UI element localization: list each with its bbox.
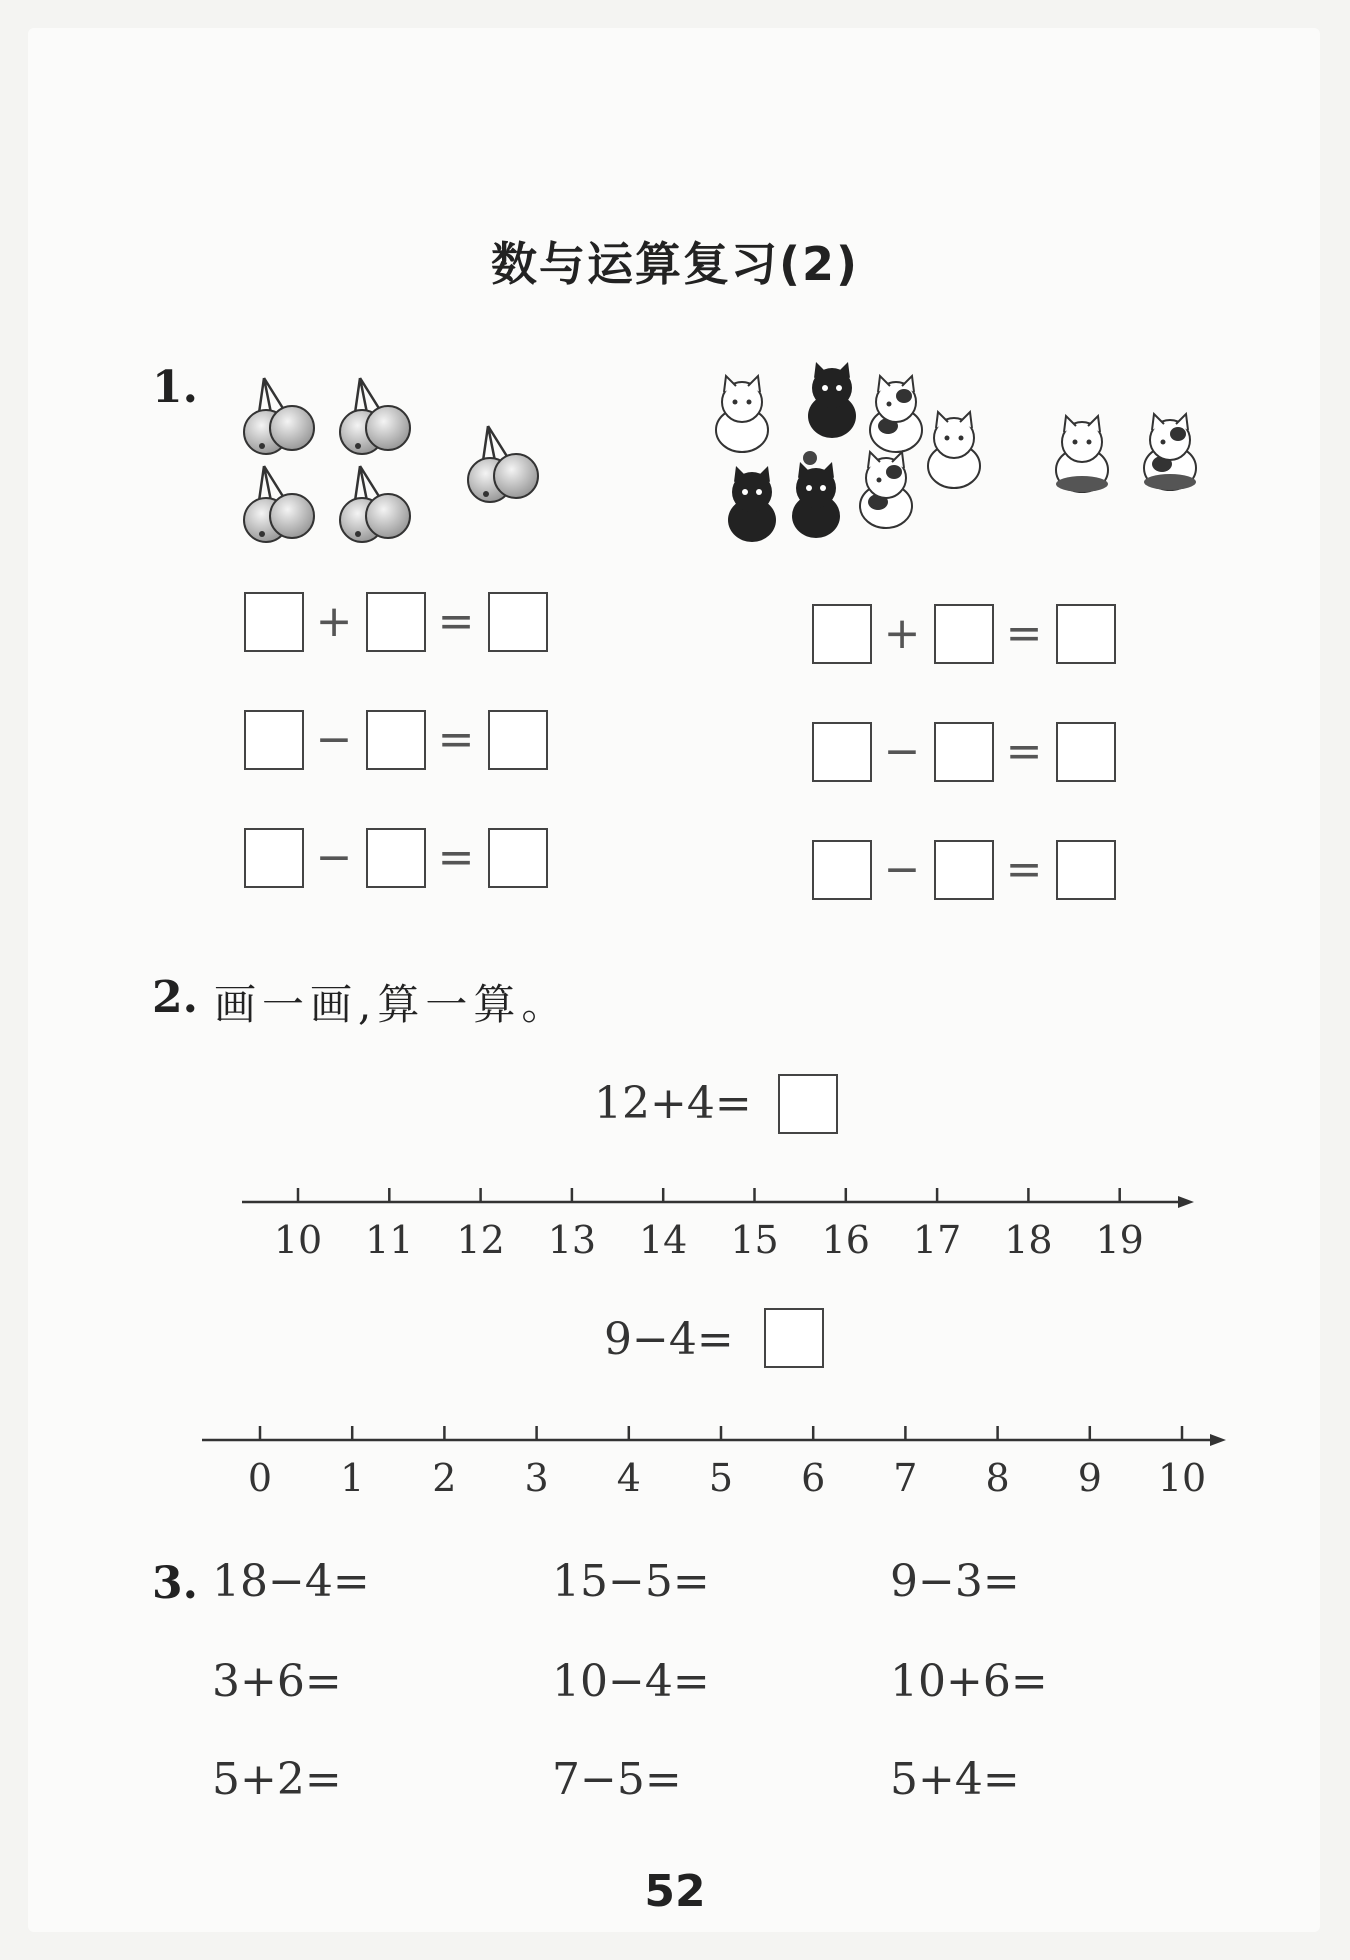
page-number: 52 bbox=[644, 1866, 706, 1917]
calc-item: 5+2= bbox=[212, 1754, 342, 1805]
equals-sign: = bbox=[437, 714, 475, 765]
operator: − bbox=[883, 726, 921, 777]
equals-sign: = bbox=[1005, 608, 1043, 659]
number-line-2-tick-label: 3 bbox=[524, 1456, 549, 1500]
answer-box[interactable] bbox=[764, 1308, 824, 1368]
operator: + bbox=[315, 596, 353, 647]
number-line-2-expression: 9−4= bbox=[604, 1314, 734, 1365]
cherry-5 bbox=[468, 426, 538, 502]
equals-sign: = bbox=[1005, 844, 1043, 895]
cats-eating bbox=[1056, 414, 1196, 492]
answer-box[interactable] bbox=[244, 592, 304, 652]
number-line-2 bbox=[0, 1418, 1350, 1458]
answer-box[interactable] bbox=[366, 592, 426, 652]
calc-item: 18−4= bbox=[212, 1556, 370, 1607]
number-line-1-tick-label: 12 bbox=[456, 1218, 505, 1262]
equals-sign: = bbox=[1005, 726, 1043, 777]
cat-white-2 bbox=[928, 412, 980, 488]
answer-box[interactable] bbox=[488, 592, 548, 652]
calc-item: 10−4= bbox=[552, 1656, 710, 1707]
equals-sign: = bbox=[437, 832, 475, 883]
answer-box[interactable] bbox=[488, 710, 548, 770]
calc-item: 5+4= bbox=[890, 1754, 1020, 1805]
number-line-1-tick-label: 19 bbox=[1095, 1218, 1144, 1262]
question-3-number: 3. bbox=[152, 1558, 198, 1609]
number-line-2-tick-label: 4 bbox=[616, 1456, 641, 1500]
number-line-1-expression: 12+4= bbox=[594, 1078, 752, 1129]
answer-box[interactable] bbox=[812, 840, 872, 900]
answer-box[interactable] bbox=[244, 710, 304, 770]
number-line-2-tick-label: 10 bbox=[1157, 1456, 1207, 1500]
arrow-right-icon bbox=[1178, 1196, 1194, 1208]
answer-box[interactable] bbox=[812, 604, 872, 664]
arrow-right-icon bbox=[1210, 1434, 1226, 1446]
calc-item: 7−5= bbox=[552, 1754, 682, 1805]
number-line-2-tick-label: 9 bbox=[1077, 1456, 1102, 1500]
cats-illustration bbox=[706, 356, 1226, 556]
answer-box[interactable] bbox=[812, 722, 872, 782]
number-line-1-tick-label: 10 bbox=[273, 1218, 323, 1262]
number-line-1-tick-label: 14 bbox=[639, 1218, 688, 1262]
number-line-2-tick-label: 6 bbox=[801, 1456, 826, 1500]
cat-black-3 bbox=[792, 462, 840, 538]
answer-box[interactable] bbox=[778, 1074, 838, 1134]
cherry-2 bbox=[340, 378, 410, 454]
question-2-instruction: 画一画,算一算。 bbox=[214, 980, 570, 1029]
number-line-2-tick-label: 7 bbox=[893, 1456, 918, 1500]
number-line-1-tick-label: 15 bbox=[730, 1218, 779, 1262]
answer-box[interactable] bbox=[1056, 604, 1116, 664]
number-line-1-tick-label: 16 bbox=[821, 1218, 870, 1262]
answer-box[interactable] bbox=[1056, 840, 1116, 900]
cat-white-1 bbox=[716, 376, 768, 452]
answer-box[interactable] bbox=[366, 710, 426, 770]
operator: − bbox=[315, 714, 353, 765]
ball bbox=[803, 451, 817, 465]
number-line-2-tick-label: 0 bbox=[247, 1456, 273, 1500]
question-2-number: 2. bbox=[152, 972, 198, 1023]
answer-box[interactable] bbox=[244, 828, 304, 888]
operator: − bbox=[315, 832, 353, 883]
cherry-3 bbox=[244, 466, 314, 542]
number-line-1-tick-label: 17 bbox=[912, 1218, 962, 1262]
operator: − bbox=[883, 844, 921, 895]
number-line-2-tick-label: 2 bbox=[432, 1456, 457, 1500]
calc-item: 3+6= bbox=[212, 1656, 342, 1707]
cherries-illustration bbox=[240, 368, 560, 548]
operator: + bbox=[883, 608, 921, 659]
cat-black-1 bbox=[808, 362, 856, 438]
calc-item: 9−3= bbox=[890, 1556, 1020, 1607]
answer-box[interactable] bbox=[1056, 722, 1116, 782]
number-line-1-tick-label: 13 bbox=[547, 1218, 597, 1262]
answer-box[interactable] bbox=[488, 828, 548, 888]
cat-spotted-2 bbox=[860, 452, 912, 528]
number-line-2-tick-label: 1 bbox=[340, 1456, 365, 1500]
page-title: 数与运算复习(2) bbox=[490, 237, 860, 291]
cat-spotted-1 bbox=[870, 376, 922, 452]
cherry-4 bbox=[340, 466, 410, 542]
answer-box[interactable] bbox=[366, 828, 426, 888]
number-line-2-tick-label: 5 bbox=[708, 1456, 734, 1500]
number-line-1 bbox=[0, 1180, 1350, 1220]
cherry-1 bbox=[244, 378, 314, 454]
calc-item: 10+6= bbox=[890, 1656, 1048, 1707]
number-line-1-tick-label: 18 bbox=[1004, 1218, 1053, 1262]
answer-box[interactable] bbox=[934, 840, 994, 900]
number-line-1-tick-label: 11 bbox=[365, 1218, 414, 1262]
answer-box[interactable] bbox=[934, 604, 994, 664]
answer-box[interactable] bbox=[934, 722, 994, 782]
cat-black-2 bbox=[728, 466, 776, 542]
calc-item: 15−5= bbox=[552, 1556, 710, 1607]
number-line-2-tick-label: 8 bbox=[985, 1456, 1010, 1500]
equals-sign: = bbox=[437, 596, 475, 647]
question-1-number: 1. bbox=[152, 362, 198, 413]
